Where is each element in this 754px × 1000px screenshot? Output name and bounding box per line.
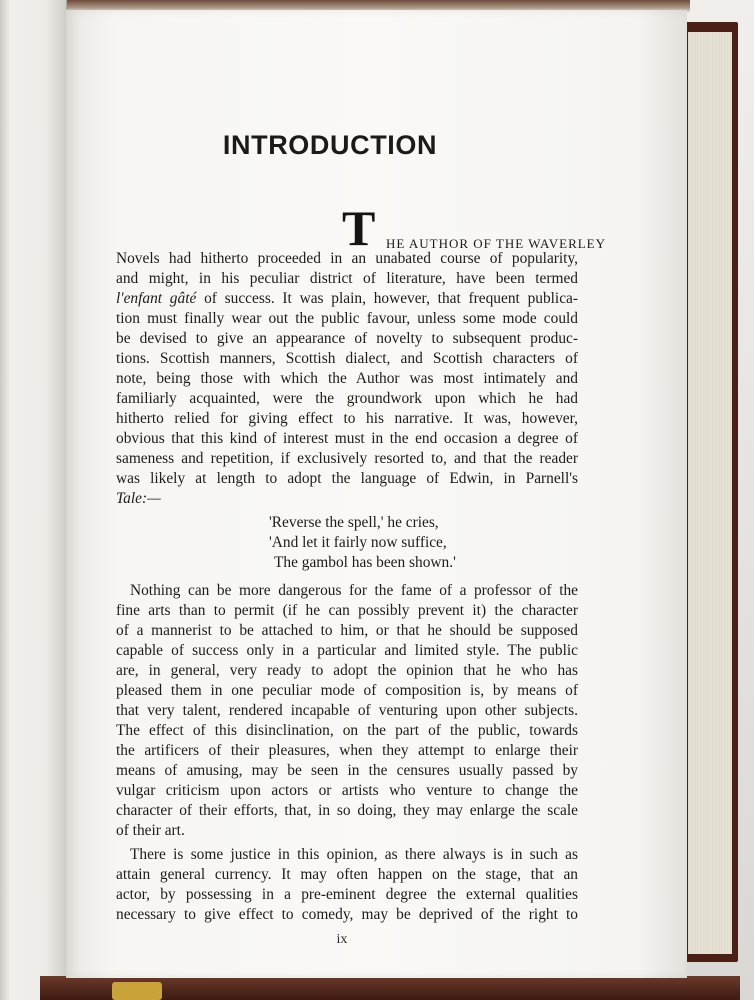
ribbon-bookmark bbox=[112, 982, 162, 1000]
text-line: that very talent, rendered incapable of venturing upon other subjects. bbox=[116, 702, 578, 719]
text-line: and might, in his peculiar district of literature, have been termed bbox=[116, 270, 578, 287]
text-line: sameness and repetition, if exclusively resorted to, and that the reader bbox=[116, 450, 578, 467]
text-line: Nothing can be more dangerous for the fame of a professor of the bbox=[130, 582, 578, 599]
text-line bbox=[116, 289, 578, 309]
page-title: INTRODUCTION bbox=[222, 130, 438, 160]
verse-line: The gambol has been shown.' bbox=[274, 554, 456, 571]
text-line: Novels had hitherto proceeded in an unabated course of popularity, bbox=[116, 250, 578, 267]
text-line: vulgar criticism upon actors or artists who venture to change the bbox=[116, 782, 578, 799]
drop-cap: T bbox=[342, 200, 376, 256]
text-line: Tale:— bbox=[116, 490, 161, 507]
text-line: obvious that this kind of interest must in the end occasion a degree of bbox=[116, 430, 578, 447]
text-line: are, in general, very ready to adopt the opinion that he who has bbox=[116, 662, 578, 679]
text-line: The effect of this disinclination, on the part of the public, towards bbox=[116, 722, 578, 739]
text-line: of their art. bbox=[116, 822, 185, 839]
page-block-edge bbox=[688, 32, 732, 954]
text-line: hitherto relied for giving effect to his narrative. It was, however, bbox=[116, 410, 578, 427]
text-line: be devised to give an appearance of novelty to subsequent produc- bbox=[116, 330, 578, 347]
text-line: tion must finally wear out the public favour, unless some mode could bbox=[116, 310, 578, 327]
verse-line: 'Reverse the spell,' he cries, bbox=[269, 514, 439, 531]
text-line: pleased them in one peculiar mode of composition is, by means of bbox=[116, 682, 578, 699]
text-line: fine arts than to permit (if he can possibly prevent it) the character bbox=[116, 602, 578, 619]
text-line: note, being those with which the Author was most intimately and bbox=[116, 370, 578, 387]
text-line: character of their efforts, that, in so doing, they may enlarge the scale bbox=[116, 802, 578, 819]
text-line: of a mannerist to be attached to him, or that he should be supposed bbox=[116, 622, 578, 639]
page-number: ix bbox=[336, 932, 348, 947]
text-line: the artificers of their pleasures, when they attempt to enlarge their bbox=[116, 742, 578, 759]
text-line: familiarly acquainted, were the groundwork upon which he had bbox=[116, 390, 578, 407]
text-line: necessary to give effect to comedy, may be deprived of the right to bbox=[116, 906, 578, 923]
text-line: tions. Scottish manners, Scottish dialect, and Scottish characters of bbox=[116, 350, 578, 367]
text-segment: of success. It was plain, however, that frequent publica- bbox=[196, 290, 578, 307]
text-line: capable of success only in a particular and limited style. The public bbox=[116, 642, 578, 659]
lead-smallcaps: HE AUTHOR OF THE WAVERLEY bbox=[386, 236, 607, 251]
text-line: means of amusing, may be seen in the censures usually passed by bbox=[116, 762, 578, 779]
left-page bbox=[0, 0, 67, 1000]
italic-phrase: l'enfant gâté bbox=[116, 290, 197, 307]
text-line: actor, by possessing in a pre-eminent degree the external qualities bbox=[116, 886, 578, 903]
left-page-edge bbox=[0, 0, 10, 1000]
text-line: There is some justice in this opinion, as there always is in such as bbox=[130, 846, 578, 863]
text-line: attain general currency. It may often happen on the stage, that an bbox=[116, 866, 578, 883]
text-line: was likely at length to adopt the language of Edwin, in Parnell's bbox=[116, 470, 578, 487]
verse-line: 'And let it fairly now suffice, bbox=[269, 534, 447, 551]
